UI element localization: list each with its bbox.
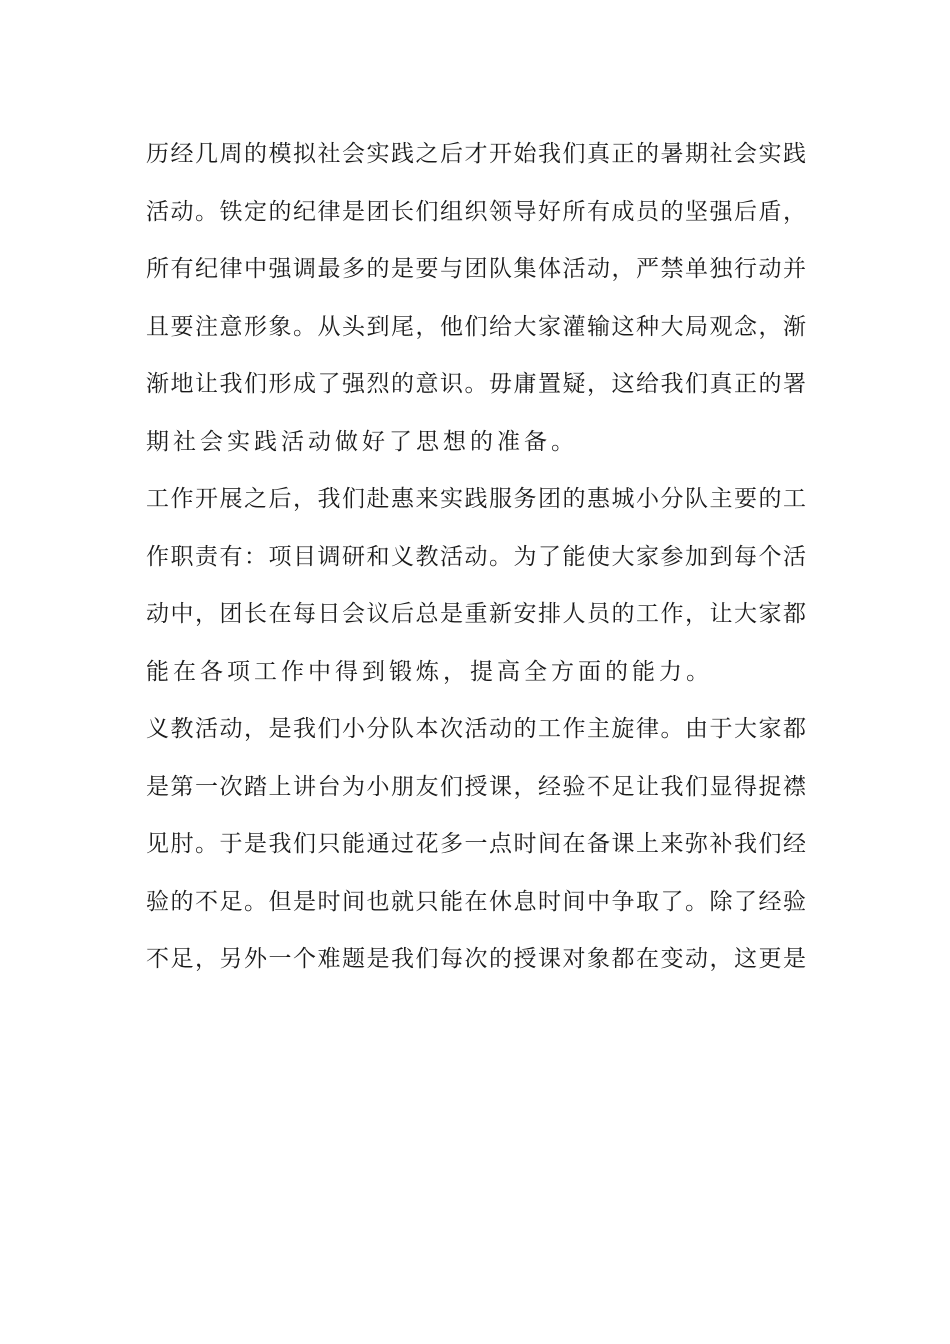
text-line: 活动。铁定的纪律是团长们组织领导好所有成员的坚强后盾， xyxy=(146,198,806,225)
text-line: 历经几周的模拟社会实践之后才开始我们真正的暑期社会实践 xyxy=(146,141,806,167)
text-line: 验的不足。但是时间也就只能在休息时间中争取了。除了经验 xyxy=(146,888,806,915)
text-line: 且要注意形象。从头到尾，他们给大家灌输这种大局观念，渐 xyxy=(146,313,806,340)
text-line: 作职责有：项目调研和义教活动。为了能使大家参加到每个活 xyxy=(146,543,806,570)
text-line: 不足，另外一个难题是我们每次的授课对象都在变动，这更是 xyxy=(146,946,806,972)
body-text xyxy=(146,126,806,989)
text-line: 义教活动，是我们小分队本次活动的工作主旋律。由于大家都 xyxy=(146,716,806,742)
text-line: 能在各项工作中得到锻炼，提高全方面的能力。 xyxy=(146,658,713,685)
text-line: 渐地让我们形成了强烈的意识。毋庸置疑，这给我们真正的署 xyxy=(146,371,806,397)
text-line: 动中，团长在每日会议后总是重新安排人员的工作，让大家都 xyxy=(146,601,806,627)
text-line: 是第一次踏上讲台为小朋友们授课，经验不足让我们显得捉襟 xyxy=(146,773,806,800)
text-line: 所有纪律中强调最多的是要与团队集体活动，严禁单独行动并 xyxy=(146,256,806,282)
text-line: 工作开展之后，我们赴惠来实践服务团的惠城小分队主要的工 xyxy=(146,486,806,512)
text-line: 见肘。于是我们只能通过花多一点时间在备课上来弥补我们经 xyxy=(146,831,806,857)
text-line: 期社会实践活动做好了思想的准备。 xyxy=(146,428,578,455)
